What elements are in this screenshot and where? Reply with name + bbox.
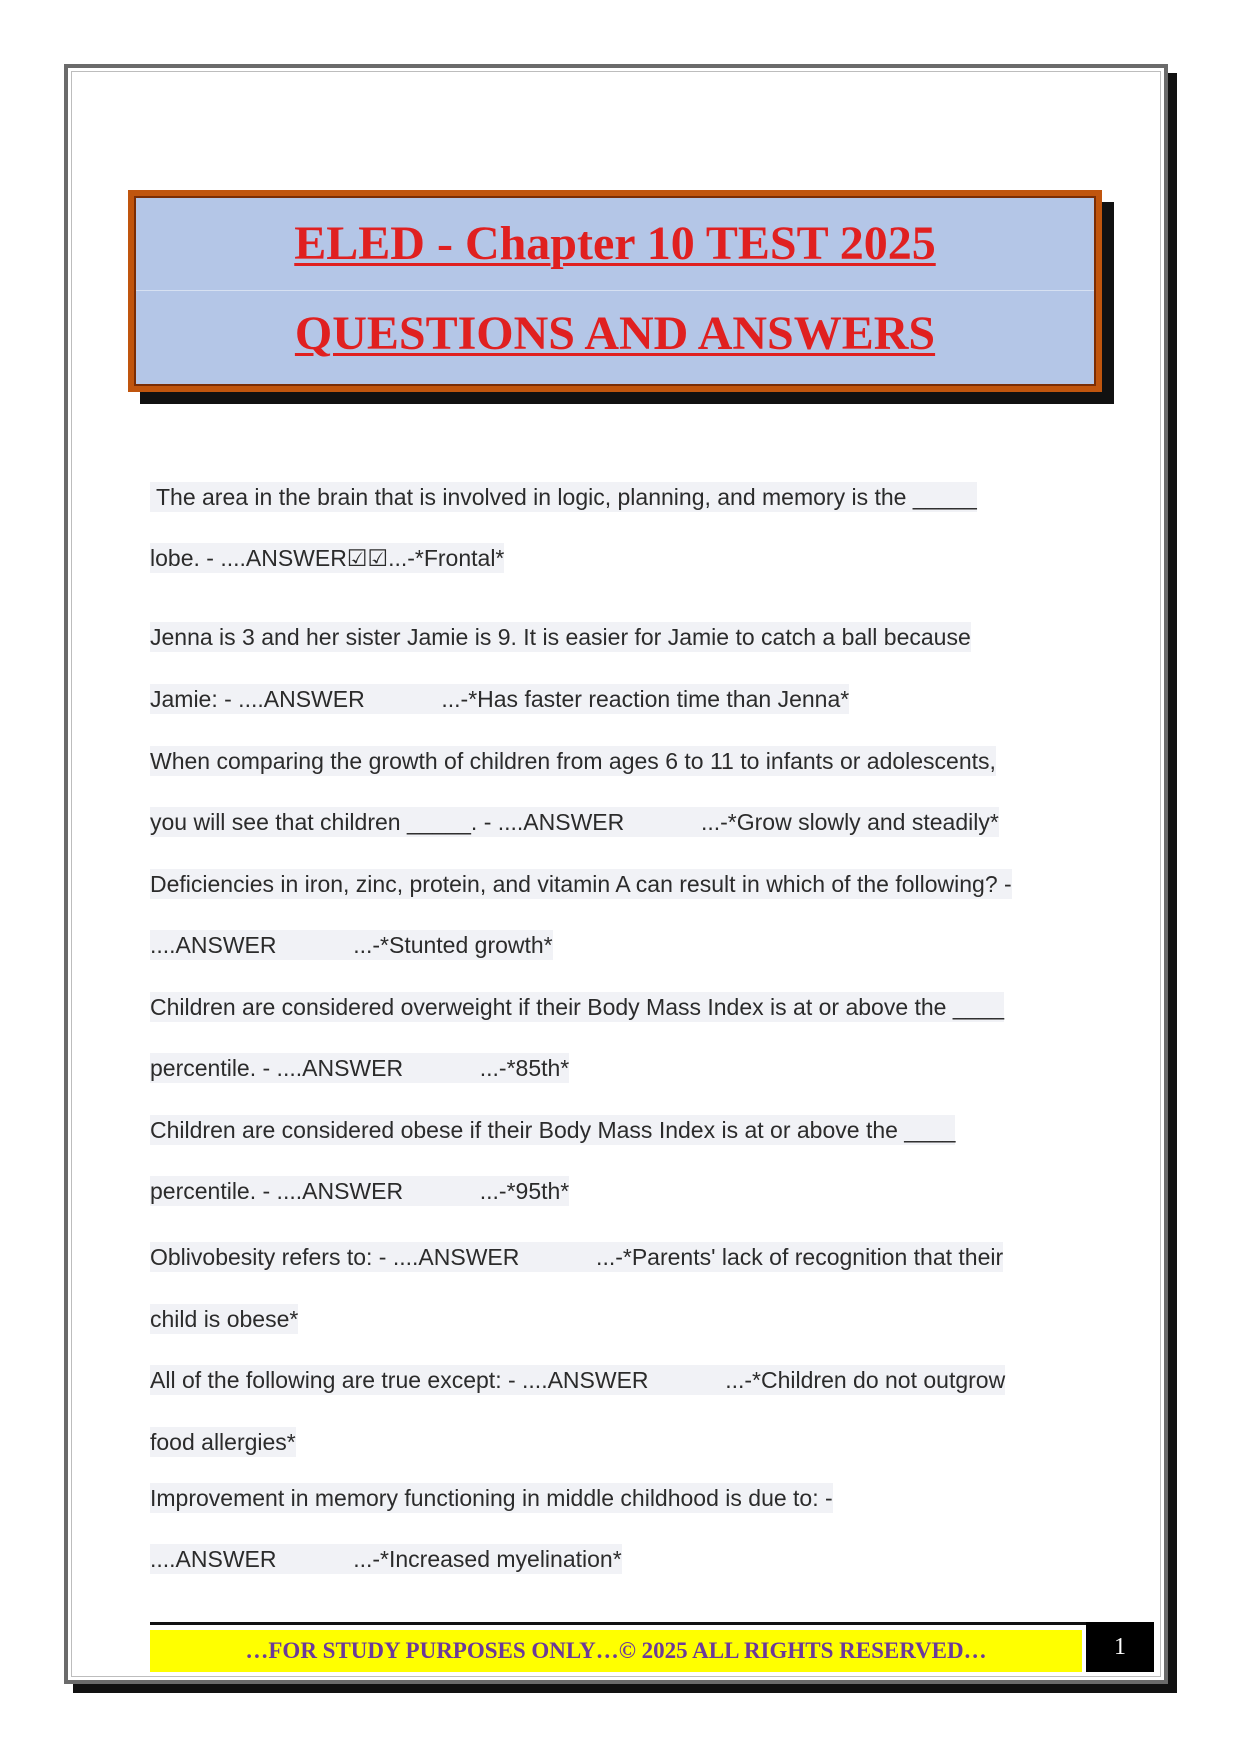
qa-line-text: Children are considered overweight if their Body Mass Index is at or above the ____ [150,994,1005,1020]
qa-line [150,748,996,776]
qa-line [150,994,1004,1022]
qa-line-text: Deficiencies in iron, zinc, protein, and vitamin A can result in which of the following? - [150,871,1012,897]
qa-line-text: lobe. - ....ANSWER☑☑...-*Frontal* [150,545,505,571]
qa-line [150,484,977,512]
qa-line-text: percentile. - ....ANSWER ...-*85th* [150,1055,570,1081]
qa-line-text: Jenna is 3 and her sister Jamie is 9. It is easier for Jamie to catch a ball because [150,624,971,650]
qa-line-text: Improvement in memory functioning in middle childhood is due to: - [150,1485,833,1511]
qa-line [150,686,849,714]
qa-line-text: percentile. - ....ANSWER ...-*95th* [150,1178,570,1204]
qa-line [150,809,999,837]
qa-line-text: Children are considered obese if their Body Mass Index is at or above the ____ [150,1117,956,1143]
qa-line-text: When comparing the growth of children from ages 6 to 11 to infants or adolescents, [150,748,996,774]
qa-line-text: Oblivobesity refers to: - ....ANSWER ...-*Parents' lack of recognition that their [150,1244,1004,1270]
qa-line [150,545,504,573]
footer-notice: …FOR STUDY PURPOSES ONLY…© 2025 ALL RIGHTS RESERVED… [150,1630,1082,1672]
qa-line-text: The area in the brain that is involved in logic, planning, and memory is the _____ [150,484,977,510]
qa-line-text: Jamie: - ....ANSWER ...-*Has faster reaction time than Jenna* [150,686,850,712]
title-divider [136,290,1094,291]
qa-line-text: food allergies* [150,1429,296,1455]
qa-line-text: ....ANSWER ...-*Stunted growth* [150,932,553,958]
footer-rule [150,1622,1154,1625]
qa-line [150,1055,569,1083]
document-title-line-1: ELED - Chapter 10 TEST 2025 [294,217,936,270]
title-box [128,190,1102,392]
qa-line [150,1546,622,1574]
page-number: 1 [1086,1622,1154,1672]
qa-line-text: ....ANSWER ...-*Increased myelination* [150,1546,622,1572]
qa-line-text: child is obese* [150,1306,299,1332]
qa-line [150,1429,296,1457]
qa-line [150,1306,298,1334]
qa-line [150,1367,1005,1395]
qa-line [150,624,971,652]
qa-line [150,1244,1003,1272]
qa-line-text: All of the following are true except: - ....ANSWER ...-*Children do not outgrow [150,1367,1006,1393]
qa-line [150,1117,955,1145]
qa-line [150,871,1012,899]
qa-line [150,1485,833,1513]
qa-line [150,1178,569,1206]
qa-line [150,932,553,960]
document-title-line-2: QUESTIONS AND ANSWERS [294,307,936,360]
qa-line-text: you will see that children _____. - ....ANSWER ...-*Grow slowly and steadily* [150,809,999,835]
